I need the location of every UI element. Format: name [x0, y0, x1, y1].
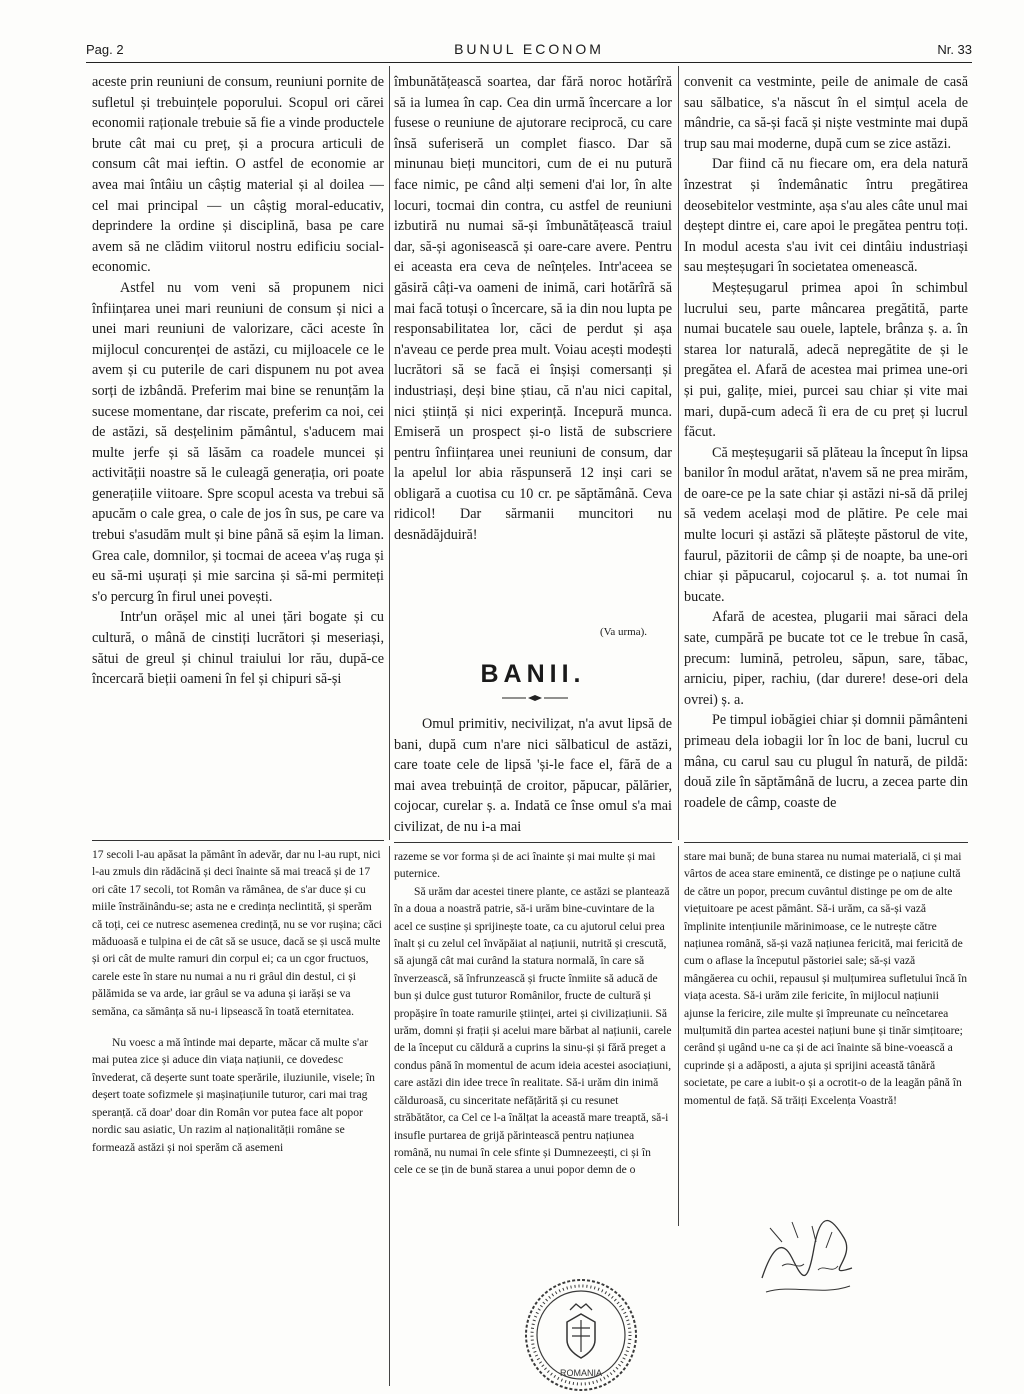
stamp-text: ROMANIA	[559, 1368, 603, 1378]
bani-article	[394, 714, 672, 840]
footnote-column-1	[92, 846, 384, 1286]
paragraph: 17 secoli l-au apăsat la pământ în adevăr, dar nu l-au rupt, nici l-au zmuls din rădăcină și deci înainte să mai treacă și de 17 ori câte 17 secoli, tot Român va rămânea, de s'ar duce și cu miile înstrăinându-se; asta ne e credința neclintită, și sperăm că toți, cei ce nutresc asemenea credință, nu se vor rușina; căci măduoasă e tulpina ei de cât să se usuce, dacă se și uscă multe și ori cât de multe ramuri din corpul ei; ca un cgor fructuos, carele este în stare nu numai a nu ri grâul din destul, ci și pălămida se va arde, iar grâul se va aduna și iarăși se va semăna, ca sămânța să nu-i lipsească în toată eternitatea.	[92, 848, 383, 1018]
page-header	[86, 40, 972, 63]
paragraph: Să urăm dar acestei tinere plante, ce astăzi se plantează în a doua a noastră patrie, să-i urăm bine-cuvintare de la acel ce susține și sprijinește toate, ca cu ajutorul celui prea înalt și cu zelul cel învăpăiat al națiunii, nutrită și crescută, să ajungă cât mai curând la statura normală, în care să înverzească, să înfrunzească și fructe înmiite să aducă de bun și dulce gust tuturor Românilor, fructe de cultură și propășire în toate ramurile științei, artei și civilizațiunii. Să urăm, domni și frații și acelui mare bărbat al națiunii, carele de la început cu căldură a cuprins la sinu-și și fără preget a condus până în momentul de acum ideia acestei asociațiuni, care astăzi din idee trece în realitate. Să-i urăm din inimă călduroasă, cu sinceritate nefățărită și cu resunet străbătător, ca Cel ce l-a înălțat la această mare treaptă, să-i insufle purtarea de grijă părintească pentru națiunea română, nu numai în cele sfinte și Dumnezeești, ci și în cele ce se țin de bună starea a unui popor demn de o	[394, 884, 672, 1177]
paragraph: Astfel nu vom veni să propunem nici înființarea unei mari reuniuni de consum și nici a unei mari reuniuni de valorizare, căci aceste în mijlocul concurenței de astăzi, cu mijloacele ce le avem și cu puterile de cari dispunem nu pot avea sorți de izbândă. Preferim mai bine se renunțăm la sucese momentane, dar riscate, preferim ca noi, cei de astăzi, să desțelinim pământul, s'aducem mai multe jerfe și să lăsăm ca roadele muncei și activității noastre să le culeagă generația, ori poate generațiile viitoare. Spre scopul acesta va trebui să apucăm o cale grea, o cale de jos în sus, pe care va trebui s'asudăm mult și bine până să eșim la liman. Grea cale, domnilor, și tocmai de aceea v'aș ruga și eu să-mi ușurați și mie sarcina și să-mi permiteți s'o percurg în firul unei povești.	[92, 279, 384, 605]
paragraph: îmbunătățească soartea, dar fără noroc hotărîră să ia lumea în cap. Cea din urmă încercare a lor fusese o reuniune de ajutorare reciprocă, cu care însă suferiseră un complet fiasco. Dar să minunau bieți muncitori, cum de ei nu putură face nimic, pe când alți semeni d'ai lor, în alte locuri, tocmai din contra, cu astfel de reuniuni izbutiră nu numai să-și îmbunătățească traiul dar, să-și agonisească și oare-care avere. Pentru ei aceasta era ceva de neînțeles. Intr'aceea se găsiră câți-va oameni de inimă, cari hotărîră să mai facă totuși o încercare, să ia din nou lupta pe responsabilitatea lor, căci de perdut și așa n'aveau ce perde prea mult. Voiau acești modești lucrători să se facă ei înșiși comersanți și industriași, deși bine știau, că n'au nici capital, nici știință și nici experință. Incepură munca. Emiseră un prospect și-o listă de subscriere pentru înființarea unei reuniuni de consum, dar la apelul lor abia răspunseră 12 inși cari se obligară a cuotisa cu 10 cr. pe săptămână. Ceva ridicol! Dar sărmanii muncitori nu desnădăjduiră!	[394, 74, 672, 544]
paragraph: razeme se vor forma și de aci înainte și mai multe și mai puternice.	[394, 850, 656, 881]
issue-number: Nr. 33	[937, 42, 972, 57]
paragraph: Nu voesc a mă întinde mai departe, măcar că multe s'ar mai putea zice și aduce din viața națiunii, ce dovedesc învederat, că deșerte sunt toate sperările, iluziunile, visele; în deșert toate sofizmele și mașinațiunile tuturor, cari mai trag speranță. că doar' doar din Român vor putea face alt popor nordic sau asiatic, Un razim al naționalității române se formează astăzi și noi sperăm că asemeni	[92, 1036, 375, 1154]
column-divider	[678, 66, 679, 840]
paragraph: Că meșteșugarii să plăteau la început în lipsa banilor în modul arătat, n'avem să ne prea mirăm, de oare-ce pe la sate chiar și astăzi ni-să dă prilej să vedem același mod de plătire. Pe cele mai multe locuri și astăzi să plătește păstorul de vite, faurul, păzitorii de câmp și de noapte, ba une-ori chiar și păpucarul, cojocarul ș. a. tot numai în bucate.	[684, 444, 968, 605]
section-title: BANII.	[480, 660, 586, 688]
paragraph: convenit ca vestminte, peile de animale de casă sau sălbatice, s'a născut în el simțul acela de mândrie, ca să-și facă și niște vestminte mai după trup sau mai moderne, după cum se zice astăzi.	[684, 74, 968, 152]
publication-title: BUNUL ECONOM	[454, 41, 604, 57]
paragraph: Intr'un orășel mic al unei țări bogate și cu cultură, o mână de cinstiți lucrători și meseriași, sătui de greul și chinul traiului lor rău, după-ce încercară bieții oameni în fel și chipuri să-și	[92, 609, 384, 688]
footnote-rule	[394, 842, 672, 843]
column-1	[92, 72, 384, 838]
column-3	[684, 72, 968, 838]
stamp-icon	[522, 1276, 640, 1394]
signature-icon	[752, 1208, 862, 1302]
paragraph: aceste prin reuniuni de consum, reuniuni pornite de sufletul și trebuințele poporului. Scopul ori cărei economii raționale trebuie să fie a vinde productele brute cât mai cu preț, și a procura articuli de consum cât mai ieftin. O astfel de economie ar avea mai întâiu un câștig material și al doilea — cel mai principal — un câștig moral-educativ, deprindere la ordine și disciplină, basa pe care avem să ne clădim viitorul nostru edificiu social-economic.	[92, 74, 384, 276]
ornament-icon	[500, 694, 570, 702]
footnote-rule	[684, 842, 968, 843]
paragraph: stare mai bună; de buna starea nu numai materială, ci și mai vârtos de acea stare eminentă, ce distinge pe o națiune cultă de către un popor, precum cuvântul distinge pe om de alte viețuitoare pe acest pământ. Să-i urăm, ca să-și vază împlinite intențiunile mărinimoase, ce le nutrește către națiunea română, să-și vază națiunea fericită, mai fericită de cum o aflase la începutul păstoriei sale; să-și vază mângăerea cu ochii, repausul și mulțumirea sufletului încă în viața acesta. Să-i urăm zile fericite, în mijlocul națiunii ajunse la fericire, zile multe și împreunate cu neîncetarea mulțumită din partea acestei națiuni bune și tinăr simțitoare; cerând și ugând u-ne ca și de aci înainte să bine-voească a cuprinde și a adăposti, a ajuta și sprijini această tânără societate, pe care a iubit-o și a ocrotit-o de la leagăn până în momentul de față. Să trăiți Excelența Voastră!	[684, 850, 967, 1107]
paragraph: Omul primitiv, neciviliẓat, n'a avut lipsă de bani, după cum n'are nici sălbaticul de astăzi, care toate cele de lipsă 'și-le face el, fără de a mai avea trebuință de croitor, păpucar, pălărier, cojocar, curelar ș. a. Indată ce înse omul s'a mai civilizat, de nu i-a mai	[394, 716, 672, 835]
column-divider	[389, 846, 390, 1386]
paragraph: Pe timpul iobăgiei chiar și domnii pământeni primeau dela iobagii lor în loc de bani, lucrul cu mâna, cu carul sau cu plugul în natură, de pildă: două zile în săptămână de lucru, a zecea parte din roadele de câmp, coaste de	[684, 712, 968, 811]
paragraph: Afară de acestea, plugarii mai săraci dela sate, cumpără pe bucate tot ce le trebue în casă, precum: lumină, petroleu, săpun, sare, tăbac, arniciu, piper, rachiu, (dar durere! dese-ori dela ovrei) ș. a.	[684, 609, 968, 708]
to-be-continued: (Va urma).	[600, 626, 648, 638]
footnote-column-3	[684, 848, 968, 1198]
column-divider	[678, 846, 679, 1226]
footnote-column-2	[394, 848, 672, 1273]
footnote-rule	[92, 840, 384, 841]
column-2	[394, 72, 672, 620]
paragraph: Dar fiind că nu fiecare om, era dela natură înzestrat și îndemânatic întru pregătirea deosebitelor vestminte, așa s'au ales câte unul mai deștept dintre ei, care apoi le pregătea pentru toți. In modul acesta s'au ivit cei dintâiu industriași sau meșteșugari în societatea omenească.	[684, 156, 968, 276]
paragraph: Meșteșugarul primea apoi în schimbul lucrului seu, parte mâncarea pregătită, parte numai bucatele sau ouele, laptele, brânza ș. a. în starea lor naturală, adecă nepregătite de și le pregătea el. Afară de acestea mai primea une-ori și pui, galițe, miei, purcei sau chiar și vite mai mari, după-cum adecă îi era de cu preț și lucrul făcut.	[684, 279, 968, 441]
page-number: Pag. 2	[86, 42, 124, 57]
column-divider	[389, 66, 390, 840]
